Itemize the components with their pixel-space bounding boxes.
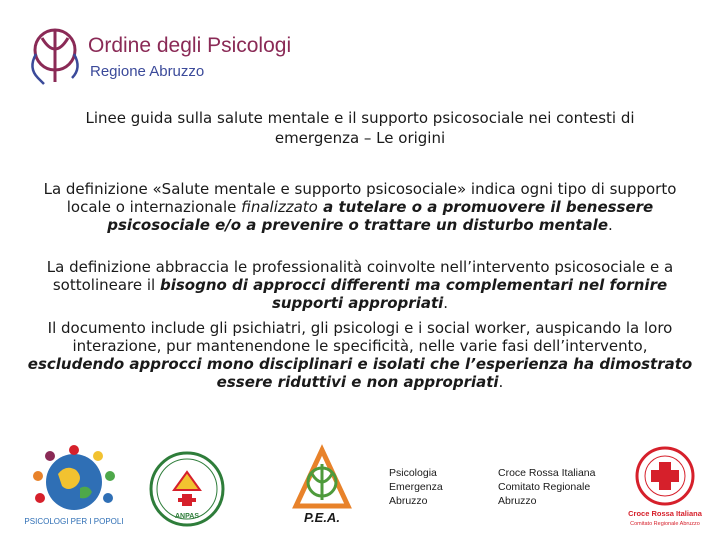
croce-rossa-logo bbox=[620, 444, 710, 530]
psicologi-per-i-popoli-logo bbox=[14, 440, 134, 528]
bold-italic-span: escludendo approcci mono disciplinari e isolati che l’esperienza ha dimostrato essere riduttivi e non appropriati bbox=[27, 355, 693, 391]
red-cross-icon bbox=[620, 444, 710, 530]
page-title bbox=[40, 108, 680, 148]
text-span: La definizione abbraccia le professionalità coinvolte nell’intervento psicosociale e a sottolineare il bbox=[46, 258, 674, 294]
title-line: Linee guida sulla salute mentale e il supporto psicosociale nei contesti di bbox=[85, 109, 635, 127]
pea-text: P.E.A. bbox=[304, 510, 340, 525]
text-span: . bbox=[498, 373, 504, 391]
text-span: La definizione «Salute mentale e supporto psicosociale» indica ogni tipo di supporto locale o internazionale bbox=[43, 180, 677, 216]
sponsor-psicologia-emergenza bbox=[389, 466, 443, 508]
anpas-text: ANPAS bbox=[175, 513, 199, 520]
org-region: Regione Abruzzo bbox=[90, 63, 205, 80]
paragraph-document bbox=[24, 319, 696, 391]
paragraph-professionals bbox=[24, 258, 696, 312]
psi-emblem-icon bbox=[22, 24, 86, 86]
sponsor-line: Abruzzo bbox=[389, 495, 428, 507]
sponsor-line: Emergenza bbox=[389, 481, 443, 493]
sponsor-line: Croce Rossa Italiana bbox=[498, 467, 596, 479]
ordine-psicologi-logo bbox=[22, 24, 292, 86]
globe-people-icon bbox=[14, 440, 134, 528]
bold-italic-span: a tutelare o a promuovere il benessere psicosociale e/o a prevenire o trattare un disturbo mentale bbox=[107, 198, 654, 234]
italic-span: finalizzato bbox=[241, 198, 318, 216]
psicologi-per-i-popoli-text: PSICOLOGI PER I POPOLI bbox=[24, 517, 124, 526]
anpas-logo bbox=[148, 450, 226, 528]
sponsor-line: Abruzzo bbox=[498, 495, 537, 507]
cri-label: Croce Rossa Italiana bbox=[628, 509, 702, 518]
bold-italic-span: bisogno di approcci differenti ma complementari nel fornire supporti appropriati bbox=[159, 276, 668, 312]
title-line: emergenza – Le origini bbox=[274, 129, 446, 147]
text-span: Il documento include gli psichiatri, gli psicologi e i social worker, auspicando la loro interazione, pur mantenendone le specificità, nelle varie fasi dell’intervento, bbox=[47, 319, 673, 355]
anpas-emblem-icon bbox=[148, 450, 226, 528]
org-name: Ordine degli Psicologi bbox=[88, 34, 292, 57]
sponsor-croce-rossa bbox=[498, 466, 595, 508]
text-span: . bbox=[443, 294, 449, 312]
pea-emblem-icon bbox=[282, 442, 362, 526]
text-span: . bbox=[608, 216, 613, 234]
paragraph-definition bbox=[24, 180, 696, 234]
pea-logo bbox=[282, 442, 362, 526]
sponsor-line: Psicologia bbox=[389, 467, 437, 479]
cri-sublabel: Comitato Regionale Abruzzo bbox=[630, 521, 700, 527]
sponsor-line: Comitato Regionale bbox=[498, 481, 591, 493]
